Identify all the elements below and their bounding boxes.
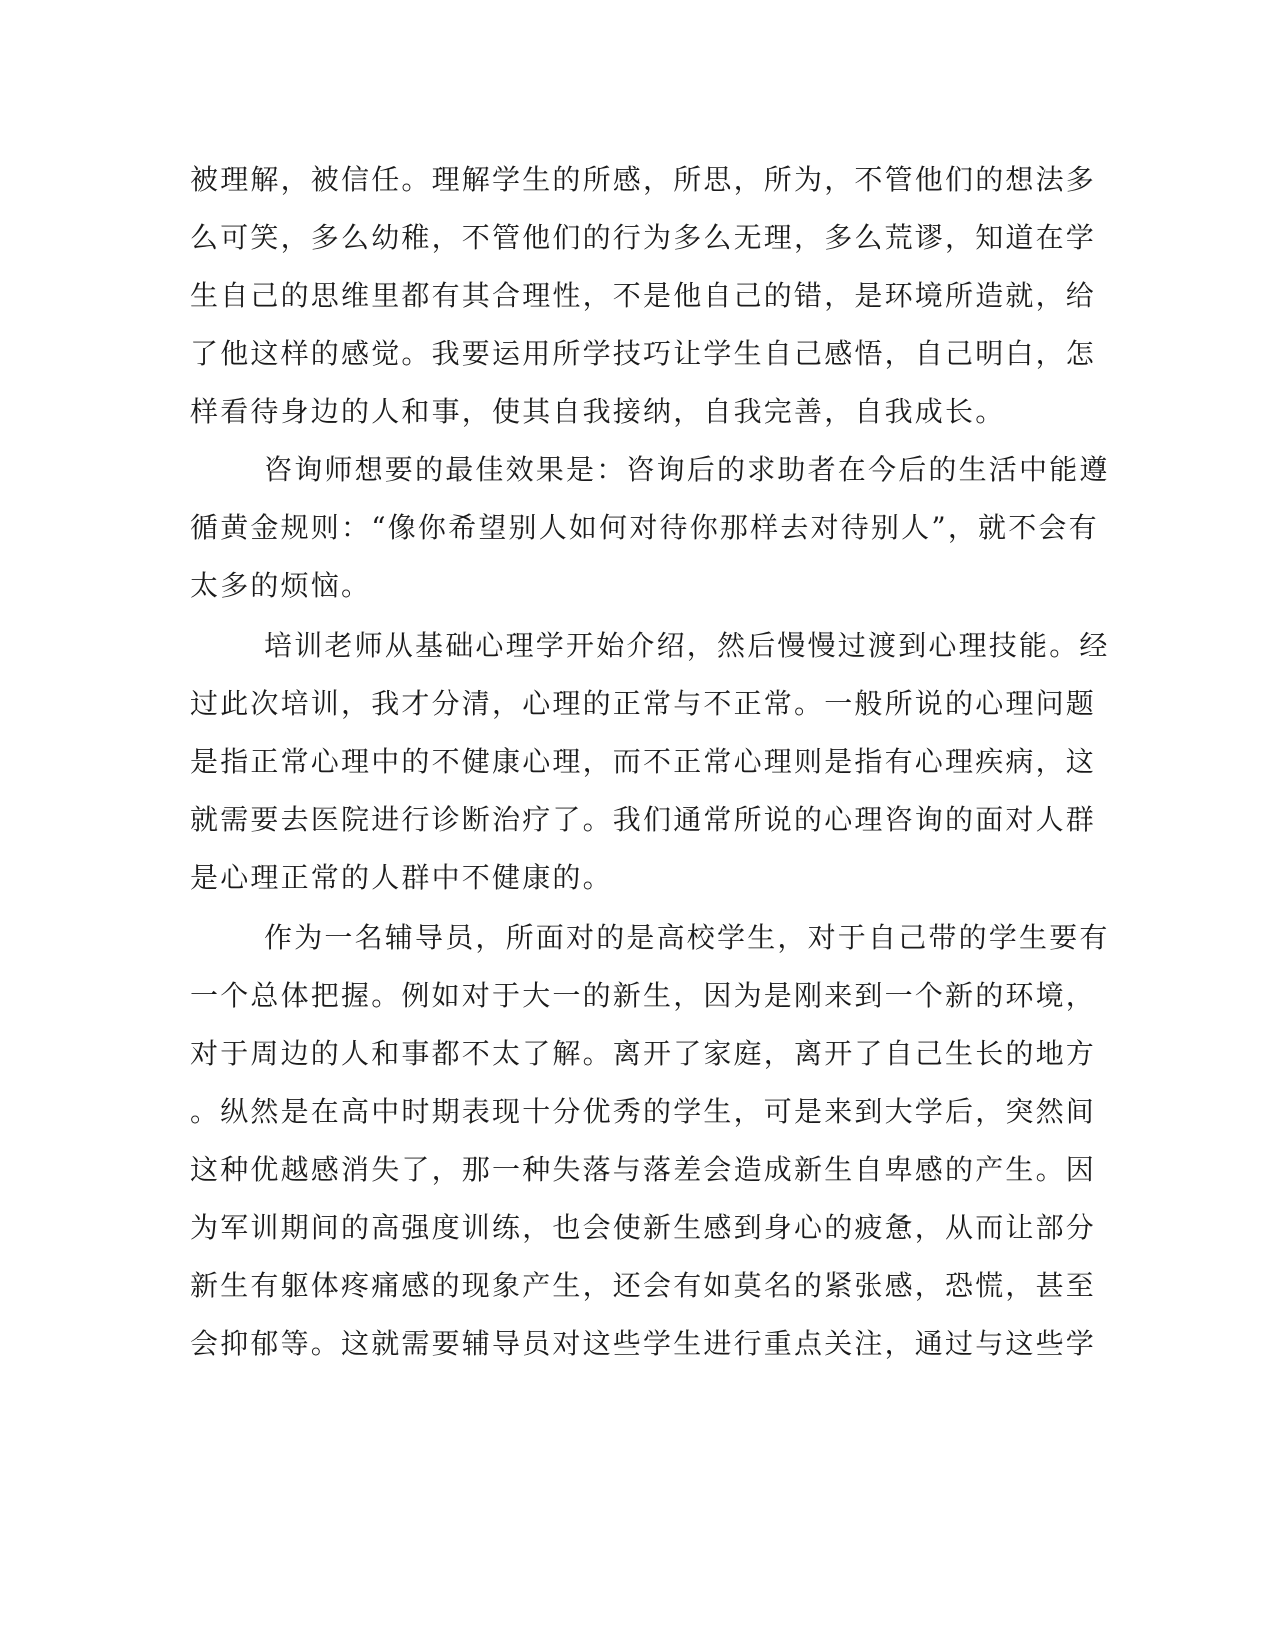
paragraph-first-line: 作为一名辅导员，所面对的是高校学生，对于自己带的学生要有 xyxy=(264,921,1110,954)
paragraph-first-line: 培训老师从基础心理学开始介绍，然后慢慢过渡到心理技能。经 xyxy=(264,629,1110,662)
paragraph-first-line: 咨询师想要的最佳效果是：咨询后的求助者在今后的生活中能遵 xyxy=(264,453,1110,486)
text-line: 对于周边的人和事都不太了解。离开了家庭，离开了自己生长的地方 xyxy=(190,1037,1097,1070)
text-line: 样看待身边的人和事，使其自我接纳，自我完善，自我成长。 xyxy=(190,395,1006,428)
text-line: 为军训期间的高强度训练，也会使新生感到身心的疲惫，从而让部分 xyxy=(190,1211,1097,1244)
text-line: 就需要去医院进行诊断治疗了。我们通常所说的心理咨询的面对人群 xyxy=(190,803,1097,836)
text-line: 过此次培训，我才分清，心理的正常与不正常。一般所说的心理问题 xyxy=(190,687,1097,720)
text-line: 。纵然是在高中时期表现十分优秀的学生，可是来到大学后，突然间 xyxy=(190,1095,1097,1128)
text-line: 太多的烦恼。 xyxy=(190,569,372,602)
text-line: 会抑郁等。这就需要辅导员对这些学生进行重点关注，通过与这些学 xyxy=(190,1327,1097,1360)
text-line: 被理解，被信任。理解学生的所感，所思，所为，不管他们的想法多 xyxy=(190,163,1097,196)
text-line: 了他这样的感觉。我要运用所学技巧让学生自己感悟，自己明白，怎 xyxy=(190,337,1097,370)
text-line: 是指正常心理中的不健康心理，而不正常心理则是指有心理疾病，这 xyxy=(190,745,1097,778)
text-line: 是心理正常的人群中不健康的。 xyxy=(190,861,613,894)
text-line: 么可笑，多么幼稚，不管他们的行为多么无理，多么荒谬，知道在学 xyxy=(190,221,1097,254)
text-line: 一个总体把握。例如对于大一的新生，因为是刚来到一个新的环境， xyxy=(190,979,1097,1012)
text-line: 这种优越感消失了，那一种失落与落差会造成新生自卑感的产生。因 xyxy=(190,1153,1097,1186)
text-line: 生自己的思维里都有其合理性，不是他自己的错，是环境所造就，给 xyxy=(190,279,1097,312)
text-line: 新生有躯体疼痛感的现象产生，还会有如莫名的紧张感，恐慌，甚至 xyxy=(190,1269,1097,1302)
text-line: 循黄金规则：“像你希望别人如何对待你那样去对待别人”，就不会有 xyxy=(190,511,1099,544)
